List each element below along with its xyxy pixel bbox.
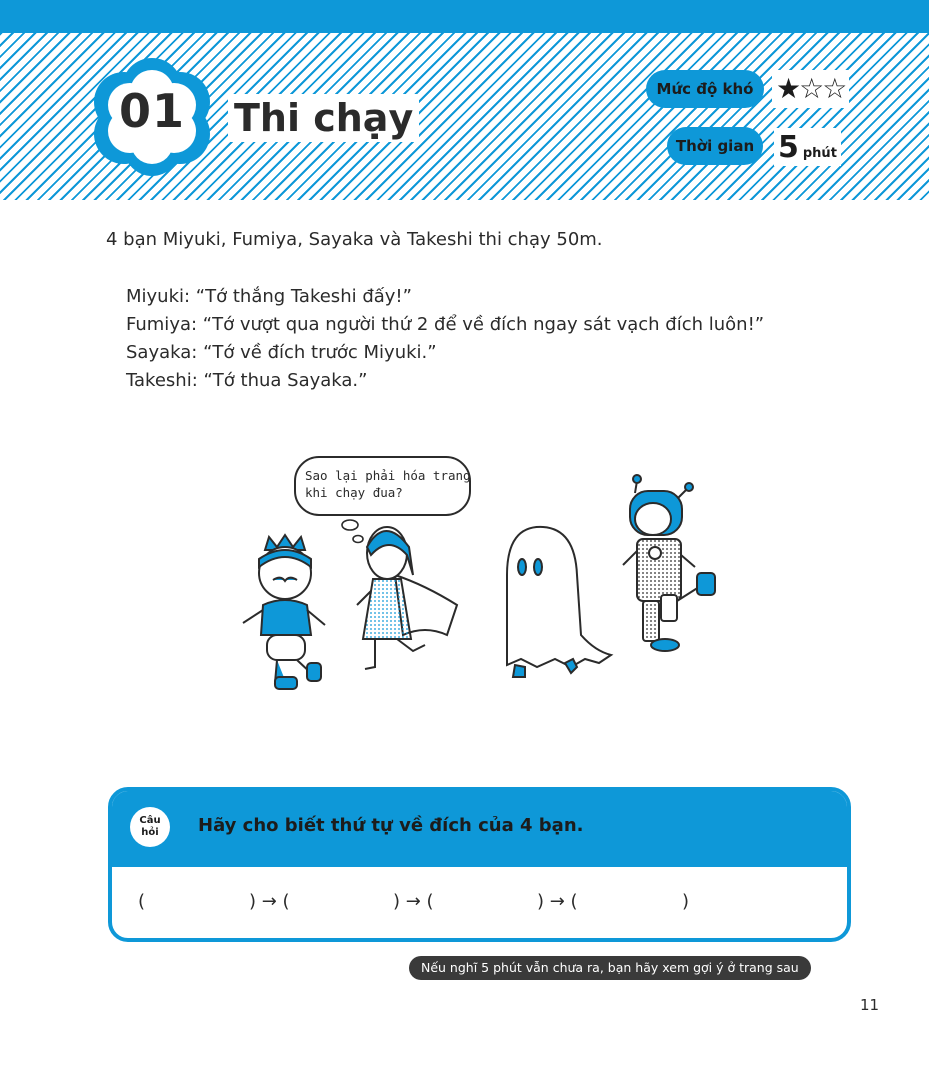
question-text: Hãy cho biết thứ tự về đích của 4 bạn. bbox=[198, 815, 584, 836]
time-value-box bbox=[774, 128, 841, 166]
question-badge bbox=[130, 807, 170, 847]
puzzle-number-badge bbox=[94, 58, 210, 176]
intro-text: 4 bạn Miyuki, Fumiya, Sayaka và Takeshi thi chạy 50m. bbox=[106, 229, 603, 250]
prince-runner bbox=[243, 535, 325, 689]
answer-arrow-3: ) → ( bbox=[537, 891, 578, 912]
quote-sayaka: Sayaka: “Tớ về đích trước Miyuki.” bbox=[126, 342, 437, 363]
answer-slot-close: ) bbox=[682, 891, 690, 912]
page-number: 11 bbox=[860, 996, 880, 1014]
question-header bbox=[112, 791, 847, 867]
girl-runner bbox=[357, 527, 457, 669]
hint-note: Nếu nghĩ 5 phút vẫn chưa ra, bạn hãy xem gợi ý ở trang sau bbox=[409, 956, 811, 980]
robot-runner bbox=[623, 475, 715, 651]
title-box bbox=[228, 94, 419, 142]
quote-takeshi: Takeshi: “Tớ thua Sayaka.” bbox=[126, 370, 368, 391]
question-box bbox=[108, 787, 851, 942]
quote-miyuki: Miyuki: “Tớ thắng Takeshi đấy!” bbox=[126, 286, 412, 307]
bubble-line-2: khi chạy đua? bbox=[305, 485, 403, 500]
question-badge-line-2: hỏi bbox=[141, 827, 159, 838]
puzzle-number: 01 bbox=[118, 84, 185, 138]
page-title: Thi chạy bbox=[234, 96, 414, 140]
ghost-runner bbox=[507, 527, 611, 677]
difficulty-label: Mức độ khó bbox=[646, 70, 764, 108]
quote-list bbox=[126, 283, 764, 395]
time-unit: phút bbox=[802, 146, 837, 161]
top-bar bbox=[0, 0, 929, 33]
bubble-line-1: Sao lại phải hóa trang bbox=[305, 468, 471, 483]
answer-slot-open: ( bbox=[138, 891, 146, 912]
answer-arrow-1: ) → ( bbox=[249, 891, 290, 912]
question-badge-line-1: Câu bbox=[139, 815, 161, 826]
runners-illustration bbox=[225, 455, 735, 705]
quote-fumiya: Fumiya: “Tớ vượt qua người thứ 2 để về đích ngay sát vạch đích luôn!” bbox=[126, 314, 765, 335]
time-label: Thời gian bbox=[667, 127, 763, 165]
time-value: 5 bbox=[778, 130, 799, 165]
answer-arrow-2: ) → ( bbox=[393, 891, 434, 912]
difficulty-stars: ★☆☆ bbox=[772, 70, 849, 108]
